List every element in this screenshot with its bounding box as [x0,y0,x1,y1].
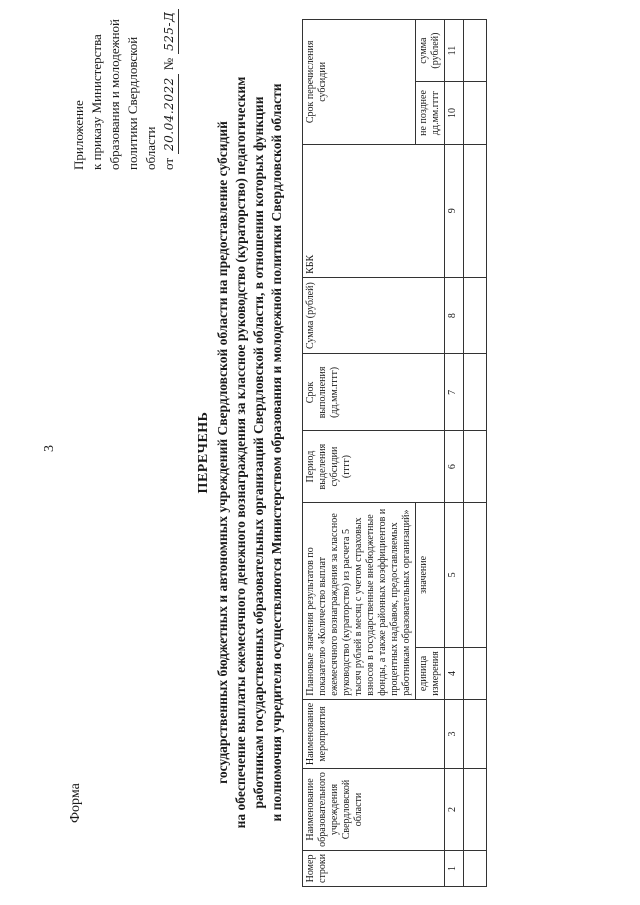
header-transfer-term: Срок перечисления субсидии [303,20,416,145]
header-institution: Наименование образовательного учреждения Свердловской области [303,769,445,851]
form-label: Форма [68,783,83,823]
header-value: значение [416,502,445,647]
header-amount: Сумма (рублей) [303,277,445,353]
table-cell [464,648,487,700]
subsidy-table [302,19,487,887]
header-kbk: КБК [303,144,445,277]
column-number: 3 [445,699,464,768]
column-number: 5 [445,502,464,647]
table-cell [464,82,487,144]
column-number: 10 [445,82,464,144]
order-date: 20.04.2022 [160,74,179,154]
table-cell [464,502,487,647]
table-row [464,20,487,887]
table-cell [464,431,487,502]
table-cell [464,850,487,886]
table-cell [464,354,487,431]
header-unit: единица измерения [416,648,445,700]
header-deadline: Срок выполнения (дд.мм.гггг) [303,354,445,431]
order-date-number [160,5,179,170]
title-line: на обеспечение выплаты ежемесячного денежного вознаграждения за классное руководство (кураторство) педагогическим [233,76,248,829]
table-cell [464,144,487,277]
column-number: 6 [445,431,464,502]
table-cell [464,277,487,353]
header-activity: Наименование мероприятия [303,699,445,768]
order-number: 525-Д [160,9,179,54]
header-no-later-than: не позднее дд.мм.гггг [416,82,445,144]
number-label: № [161,57,176,71]
column-number: 4 [445,648,464,700]
table-cell [464,699,487,768]
appendix-block [70,5,179,170]
appendix-line: Приложение [71,100,86,170]
document-title [195,20,286,885]
column-number: 9 [445,144,464,277]
header-planned-values: Плановые значения результатов по показателю «Количество выплат ежемесячного вознаграждения за классное руководство (кураторство) из расчета 5 тысяч рублей в месяц с учетом страховых взносов в государственные внебюджетные фонды, а также районных коэффициентов и процентных надбавок, предоставляемых работникам образовательных организаций» [303,502,416,699]
title-line: и полномочия учредителя осуществляются Министерством образования и молодежной политики Свердловской области [269,83,284,822]
header-period: Период выделения субсидии (гггг) [303,431,445,502]
column-number: 8 [445,277,464,353]
table-cell [464,769,487,851]
appendix-line: к приказу Министерства [89,34,104,170]
appendix-line: политики Свердловской области [125,36,158,170]
header-transfer-amount: сумма (рублей) [416,20,445,82]
appendix-line: образования и молодежной [107,19,122,170]
page-number: 3 [42,445,57,452]
title-heading: ПЕРЕЧЕНЬ [196,411,211,494]
column-number: 7 [445,354,464,431]
header-row-number: Номер строки [303,850,445,886]
column-number: 2 [445,769,464,851]
table-cell [464,20,487,82]
column-number: 1 [445,850,464,886]
from-label: от [161,157,176,170]
column-number: 11 [445,20,464,82]
title-line: работникам государственных образовательных организаций Свердловской области, в отношении которых функции [251,96,266,809]
title-line: государственных бюджетных и автономных учреждений Свердловской области на предоставление субсидий [215,121,230,784]
